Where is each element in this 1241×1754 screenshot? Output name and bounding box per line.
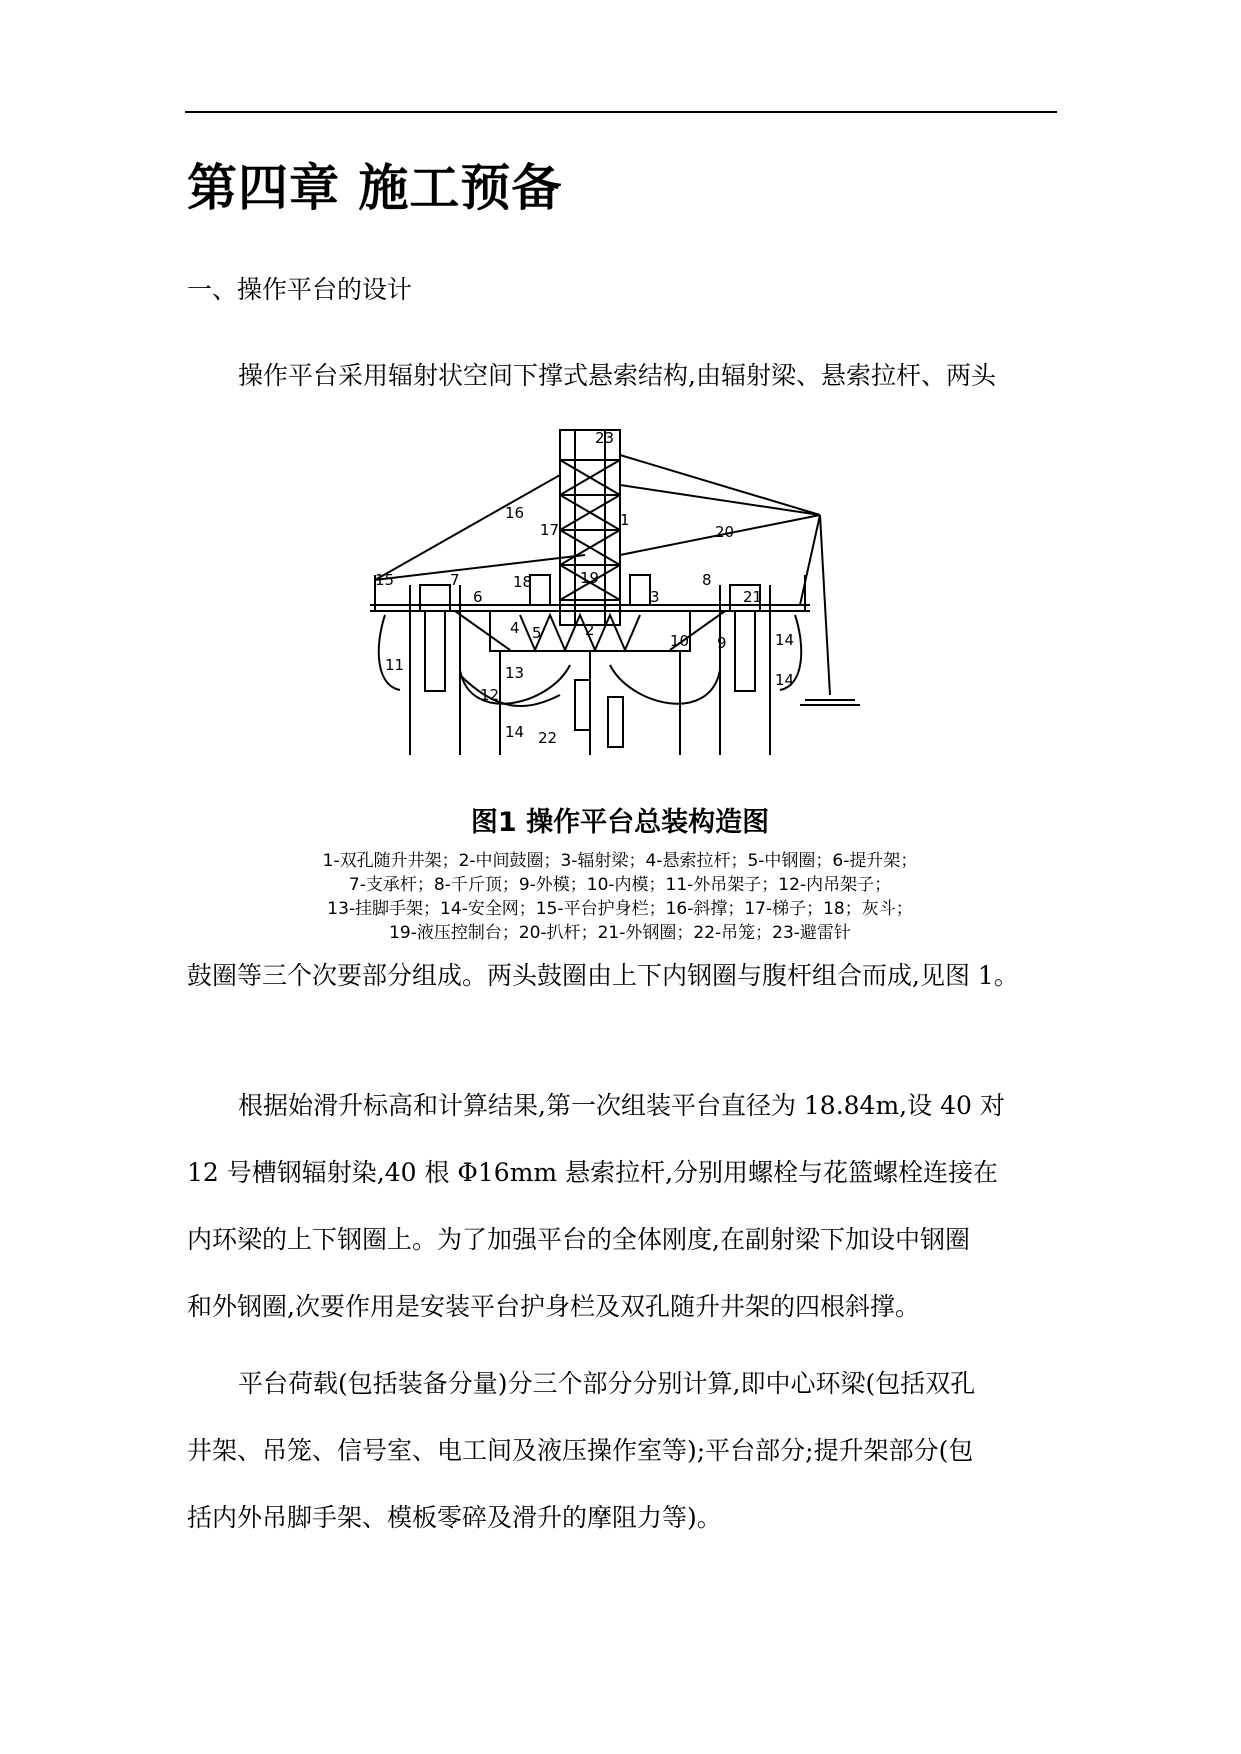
chapter-title: 第四章 施工预备 xyxy=(187,159,563,217)
paragraph-1-line-1: 操作平台采用辐射状空间下撑式悬索结构,由辐射梁、悬索拉杆、两头 xyxy=(238,361,996,390)
label-5: 5 xyxy=(532,624,542,642)
tower-structure xyxy=(560,430,820,625)
label-22: 22 xyxy=(538,729,558,747)
paragraph-3-line-2: 井架、吊笼、信号室、电工间及液压操作室等);平台部分;提升架部分(包 xyxy=(187,1436,974,1465)
label-15: 15 xyxy=(375,571,395,589)
figure-caption-line-1: 1-双孔随升井架；2-中间鼓圈；3-辐射梁；4-悬索拉杆；5-中钢圈；6-提升架； xyxy=(322,851,918,871)
section-title: 一、操作平台的设计 xyxy=(187,275,413,304)
label-14c: 14 xyxy=(505,723,525,741)
label-8: 8 xyxy=(702,571,712,589)
label-17: 17 xyxy=(540,521,560,539)
label-20: 20 xyxy=(715,523,735,541)
label-3: 3 xyxy=(650,588,660,606)
label-10: 10 xyxy=(670,632,690,650)
label-6: 6 xyxy=(473,588,483,606)
header-rule xyxy=(185,111,1057,113)
figure-caption-line-2: 7-支承杆；8-千斤顶；9-外模；10-内模；11-外吊架子；12-内吊架子； xyxy=(348,875,892,895)
label-19: 19 xyxy=(580,569,600,587)
figure-title: 图1 操作平台总装构造图 xyxy=(470,807,770,838)
label-21: 21 xyxy=(743,588,763,606)
paragraph-3-line-3: 括内外吊脚手架、模板零碎及滑升的摩阻力等)。 xyxy=(187,1503,722,1532)
label-2: 2 xyxy=(585,621,595,639)
label-14b: 14 xyxy=(775,671,795,689)
paragraph-2-line-1: 根据始滑升标高和计算结果,第一次组装平台直径为 18.84m,设 40 对 xyxy=(238,1091,1005,1120)
label-4: 4 xyxy=(510,619,520,637)
figure-caption-line-3: 13-挂脚手架；14-安全网；15-平台护身栏；16-斜撑；17-梯子；18；灰斗； xyxy=(327,899,913,919)
label-12: 12 xyxy=(480,686,500,704)
figure-caption-line-4: 19-液压控制台；20-扒杆；21-外钢圈；22-吊笼；23-避雷针 xyxy=(389,923,851,943)
label-23: 23 xyxy=(595,429,615,447)
label-13: 13 xyxy=(505,664,525,682)
label-16: 16 xyxy=(505,504,525,522)
hanging-cage xyxy=(575,651,623,755)
label-7: 7 xyxy=(450,571,460,589)
paragraph-2-line-3: 内环梁的上下钢圈上。为了加强平台的全体刚度,在副射梁下加设中钢圈 xyxy=(187,1225,970,1254)
label-18: 18 xyxy=(513,573,533,591)
paragraph-2-line-2: 12 号槽钢辐射染,40 根 Φ16mm 悬索拉杆,分别用螺栓与花篮螺栓连接在 xyxy=(187,1158,999,1187)
label-14a: 14 xyxy=(775,631,795,649)
label-9: 9 xyxy=(717,634,727,652)
label-11: 11 xyxy=(385,656,405,674)
paragraph-3-line-1: 平台荷载(包括装备分量)分三个部分分别计算,即中心环梁(包括双孔 xyxy=(238,1369,976,1398)
label-1: 1 xyxy=(620,511,630,529)
paragraph-2-line-4: 和外钢圈,次要作用是安装平台护身栏及双孔随升井架的四根斜撑。 xyxy=(187,1292,920,1321)
paragraph-1-line-2: 鼓圈等三个次要部分组成。两头鼓圈由上下内钢圈与腹杆组合而成,见图 1。 xyxy=(187,961,1019,990)
